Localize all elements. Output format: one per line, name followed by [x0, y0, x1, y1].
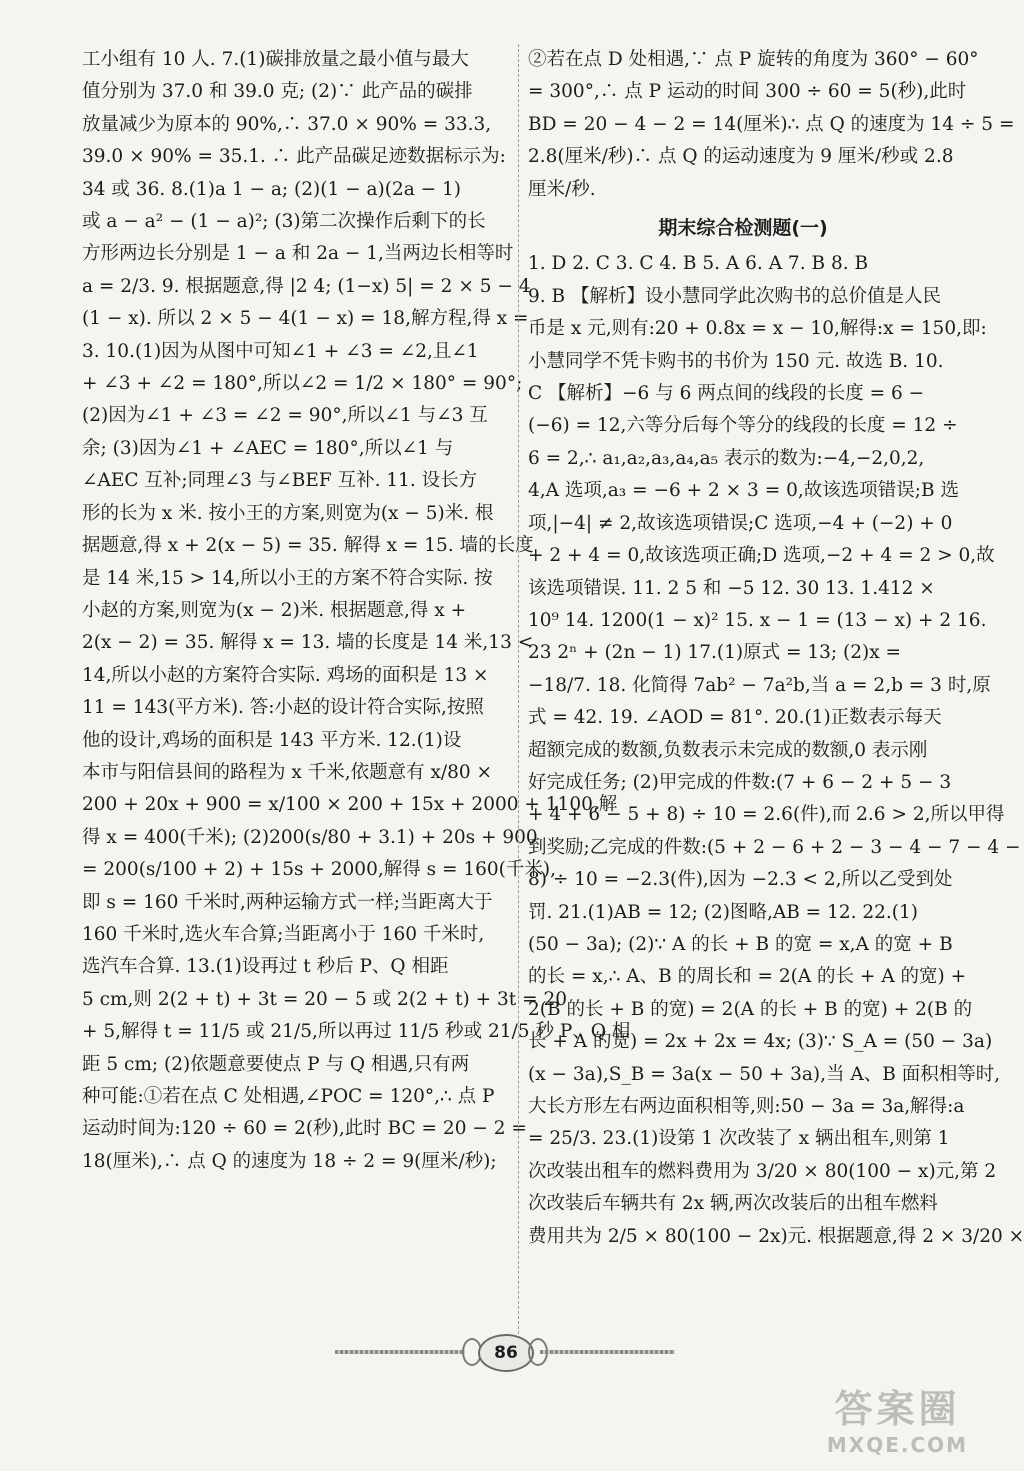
- text-line: + 5,解得 t = 11/5 或 21/5,所以再过 11/5 秒或 21/5 秒 P、Q 相: [82, 1021, 631, 1043]
- text-line: 式 = 42. 19. ∠AOD = 81°. 20.(1)正数表示每天: [528, 707, 942, 729]
- text-line: 160 千米时,选火车合算;当距离小于 160 千米时,: [82, 923, 485, 945]
- text-line: 11 = 143(平方米). 答:小赵的设计符合实际,按照: [82, 697, 484, 719]
- text-line: 厘米/秒.: [528, 178, 596, 200]
- text-line: 14,所以小赵的方案符合实际. 鸡场的面积是 13 ×: [82, 664, 489, 686]
- text-line: 34 或 36. 8.(1)a 1 − a; (2)(1 − a)(2a − 1): [82, 178, 462, 200]
- page-number: 86: [478, 1334, 534, 1372]
- text-line: 值分别为 37.0 和 39.0 克; (2)∵ 此产品的碳排: [82, 81, 473, 103]
- watermark: [800, 1385, 995, 1465]
- text-line: 距 5 cm; (2)依题意要使点 P 与 Q 相遇,只有两: [82, 1053, 470, 1075]
- text-line: 6 = 2,∴ a₁,a₂,a₃,a₄,a₅ 表示的数为:−4,−2,0,2,: [528, 447, 925, 469]
- text-line: a = 2/3. 9. 根据题意,得 |2 4; (1−x) 5| = 2 × 5 − 4: [82, 275, 531, 297]
- text-line: = 200(s/100 + 2) + 15s + 2000,解得 s = 160(千米),: [82, 859, 556, 881]
- text-line: 5 cm,则 2(2 + t) + 3t = 20 − 5 或 2(2 + t) + 3t = 20: [82, 988, 567, 1010]
- footer-rule-right: [540, 1350, 675, 1354]
- text-line: 种可能:①若在点 C 处相遇,∠POC = 120°,∴ 点 P: [82, 1086, 495, 1107]
- text-line: 选汽车合算. 13.(1)设再过 t 秒后 P、Q 相距: [82, 956, 449, 978]
- text-line: ∠AEC 互补;同理∠3 与∠BEF 互补. 11. 设长方: [82, 470, 478, 492]
- column-divider: [518, 44, 519, 1344]
- text-line: 次改装后车辆共有 2x 辆,两次改装后的出租车燃料: [528, 1193, 938, 1215]
- text-line: 他的设计,鸡场的面积是 143 平方米. 12.(1)设: [82, 729, 462, 751]
- text-line: 39.0 × 90% = 35.1. ∴ 此产品碳足迹数据标示为:: [82, 146, 506, 168]
- text-line: 得 x = 400(千米); (2)200(s/80 + 3.1) + 20s + 900: [82, 826, 538, 848]
- text-line: 9. B 【解析】设小慧同学此次购书的总价值是人民: [528, 285, 942, 307]
- text-line: 据题意,得 x + 2(x − 5) = 35. 解得 x = 15. 墙的长度: [82, 535, 534, 557]
- text-line: BD = 20 − 4 − 2 = 14(厘米)∴ 点 Q 的速度为 14 ÷ 5 =: [528, 113, 1015, 135]
- text-line: 工小组有 10 人. 7.(1)碳排放量之最小值与最大: [82, 49, 469, 70]
- text-line: 到奖励;乙完成的件数:(5 + 2 − 6 + 2 − 3 − 4 − 7 − 4 −: [528, 836, 1021, 858]
- text-line: 1. D 2. C 3. C 4. B 5. A 6. A 7. B 8. B: [528, 253, 869, 275]
- text-line: + 4 + 6 − 5 + 8) ÷ 10 = 2.6(件),而 2.6 > 2,所以甲得: [528, 804, 1005, 826]
- text-line: 8) ÷ 10 = −2.3(件),因为 −2.3 < 2,所以乙受到处: [528, 869, 953, 891]
- page-footer: [0, 1332, 1000, 1372]
- text-line: 10⁹ 14. 1200(1 − x)² 15. x − 1 = (13 − x) + 2 16.: [528, 609, 987, 631]
- text-line: = 300°,∴ 点 P 运动的时间 300 ÷ 60 = 5(秒),此时: [528, 81, 967, 103]
- text-line: (2)因为∠1 + ∠3 = ∠2 = 90°,所以∠1 与∠3 互: [82, 405, 488, 427]
- text-line: 放量减少为原本的 90%,∴ 37.0 × 90% = 33.3,: [82, 113, 492, 135]
- right-column-top: [528, 44, 1015, 206]
- text-line: 余; (3)因为∠1 + ∠AEC = 180°,所以∠1 与: [82, 437, 454, 459]
- text-line: 币是 x 元,则有:20 + 0.8x = x − 10,解得:x = 150,即:: [528, 318, 987, 340]
- text-line: −18/7. 18. 化简得 7ab² − 7a²b,当 a = 2,b = 3 时,原: [528, 674, 991, 696]
- text-line: 罚. 21.(1)AB = 12; (2)图略,AB = 12. 22.(1): [528, 901, 918, 923]
- text-line: 该选项错误. 11. 2 5 和 −5 12. 30 13. 1.412 ×: [528, 577, 935, 599]
- watermark-logo-text: 答案圈: [834, 1387, 961, 1431]
- text-line: (50 − 3a); (2)∵ A 的长 + B 的宽 = x,A 的宽 + B: [528, 933, 953, 955]
- text-line: 次改装出租车的燃料费用为 3/20 × 80(100 − x)元,第 2: [528, 1160, 997, 1182]
- text-line: 18(厘米),∴ 点 Q 的速度为 18 ÷ 2 = 9(厘米/秒);: [82, 1150, 497, 1172]
- text-line: 项,|−4| ≠ 2,故该选项错误;C 选项,−4 + (−2) + 0: [528, 512, 953, 534]
- text-line: 形的长为 x 米. 按小王的方案,则宽为(x − 5)米. 根: [82, 502, 494, 524]
- text-line: 2(x − 2) = 35. 解得 x = 13. 墙的长度是 14 米,13 <: [82, 632, 534, 654]
- text-line: C 【解析】−6 与 6 两点间的线段的长度 = 6 −: [528, 383, 925, 405]
- watermark-url: MXQE.COM: [826, 1433, 969, 1457]
- text-line: 小赵的方案,则宽为(x − 2)米. 根据题意,得 x +: [82, 599, 467, 621]
- text-line: 的长 = x,∴ A、B 的周长和 = 2(A 的长 + A 的宽) +: [528, 966, 967, 988]
- text-line: 23 2ⁿ + (2n − 1) 17.(1)原式 = 13; (2)x =: [528, 642, 902, 664]
- text-line: 方形两边长分别是 1 − a 和 2a − 1,当两边长相等时: [82, 243, 514, 265]
- right-column-answers: [528, 248, 1024, 1253]
- text-line: 长 + A 的宽) = 2x + 2x = 4x; (3)∵ S_A = (50 − 3a): [528, 1031, 993, 1053]
- footer-rule-left: [335, 1350, 465, 1354]
- text-line: ②若在点 D 处相遇,∵ 点 P 旋转的角度为 360° − 60°: [528, 49, 979, 70]
- text-line: 4,A 选项,a₃ = −6 + 2 × 3 = 0,故该选项错误;B 选: [528, 480, 959, 502]
- text-line: 即 s = 160 千米时,两种运输方式一样;当距离大于: [82, 891, 493, 913]
- text-line: 运动时间为:120 ÷ 60 = 2(秒),此时 BC = 20 − 2 =: [82, 1118, 527, 1140]
- text-line: 小慧同学不凭卡购书的书价为 150 元. 故选 B. 10.: [528, 350, 944, 372]
- text-line: 或 a − a² − (1 − a)²; (3)第二次操作后剩下的长: [82, 211, 486, 233]
- right-column: [528, 44, 1024, 1344]
- text-line: 3. 10.(1)因为从图中可知∠1 + ∠3 = ∠2,且∠1: [82, 340, 479, 362]
- left-column: [82, 44, 631, 1344]
- text-line: + ∠3 + ∠2 = 180°,所以∠2 = 1/2 × 180° = 90°;: [82, 373, 523, 395]
- text-line: (x − 3a),S_B = 3a(x − 50 + 3a),当 A、B 面积相等时,: [528, 1063, 1001, 1085]
- text-line: 本市与阳信县间的路程为 x 千米,依题意有 x/80 ×: [82, 761, 493, 783]
- text-line: + 2 + 4 = 0,故该选项正确;D 选项,−2 + 4 = 2 > 0,故: [528, 545, 995, 567]
- text-line: 大长方形左右两边面积相等,则:50 − 3a = 3a,解得:a: [528, 1096, 965, 1117]
- text-line: 费用共为 2/5 × 80(100 − 2x)元. 根据题意,得 2 × 3/20 ×: [528, 1225, 1024, 1247]
- text-line: 2(B 的长 + B 的宽) = 2(A 的长 + B 的宽) + 2(B 的: [528, 998, 973, 1020]
- text-line: 超额完成的数额,负数表示未完成的数额,0 表示刚: [528, 739, 928, 761]
- section-title: 期末综合检测题(一): [658, 217, 828, 240]
- text-line: 好完成任务; (2)甲完成的件数:(7 + 6 − 2 + 5 − 3: [528, 771, 952, 793]
- text-line: = 25/3. 23.(1)设第 1 次改装了 x 辆出租车,则第 1: [528, 1128, 950, 1150]
- text-line: 200 + 20x + 900 = x/100 × 200 + 15x + 2000 + 1100,解: [82, 794, 618, 816]
- text-line: (−6) = 12,六等分后每个等分的线段的长度 = 12 ÷: [528, 415, 958, 437]
- text-line: 是 14 米,15 > 14,所以小王的方案不符合实际. 按: [82, 567, 493, 589]
- text-line: (1 − x). 所以 2 × 5 − 4(1 − x) = 18,解方程,得 x =: [82, 308, 529, 330]
- text-line: 2.8(厘米/秒)∴ 点 Q 的运动速度为 9 厘米/秒或 2.8: [528, 146, 954, 168]
